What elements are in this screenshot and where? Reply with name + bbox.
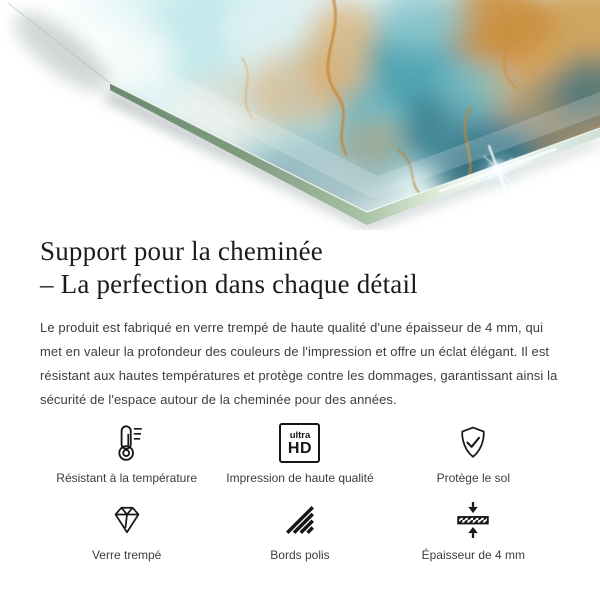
feature-label: Impression de haute qualité (226, 471, 374, 485)
feature-label: Verre trempé (91, 548, 162, 562)
product-description: Le produit est fabriqué en verre trempé de haute qualité d'une épaisseur de 4 mm, qui met en valeur la profondeur des couleurs de l'impression et offre un éclat élégant. Il est résistant aux hautes températures et protège contre les dommages, garantissant ainsi la sécurité de l'espace autour de la cheminée pour des années. (40, 320, 558, 407)
page-title (40, 235, 560, 301)
feature-floor-protection (387, 422, 560, 485)
feature-label: Résistant à la température (56, 471, 198, 485)
shield-check-icon (454, 422, 492, 464)
diamond-icon (107, 499, 147, 541)
feature-label: Bords polis (270, 548, 330, 562)
features-grid (40, 422, 560, 562)
feature-print-quality (213, 422, 386, 485)
ultra-hd-icon-text-bottom: HD (287, 439, 313, 457)
thermometer-icon (107, 422, 147, 464)
feature-temperature (40, 422, 213, 485)
feature-label: Épaisseur de 4 mm (421, 548, 526, 562)
feature-polished-edges (213, 499, 386, 562)
feature-tempered-glass (40, 499, 213, 562)
title-line-2: – La perfection dans chaque détail (40, 269, 418, 299)
title-line-1: Support pour la cheminée (40, 236, 323, 266)
ultra-hd-icon-text-top: ultra (289, 429, 311, 441)
ultra-hd-icon (279, 422, 320, 464)
feature-label: Protège le sol (436, 471, 511, 485)
feature-thickness (387, 499, 560, 562)
product-copy (0, 230, 600, 562)
hero-product-image (0, 0, 600, 230)
polished-edges-icon (282, 499, 318, 541)
glass-panel-illustration (0, 0, 600, 230)
thickness-4mm-icon (452, 499, 494, 541)
